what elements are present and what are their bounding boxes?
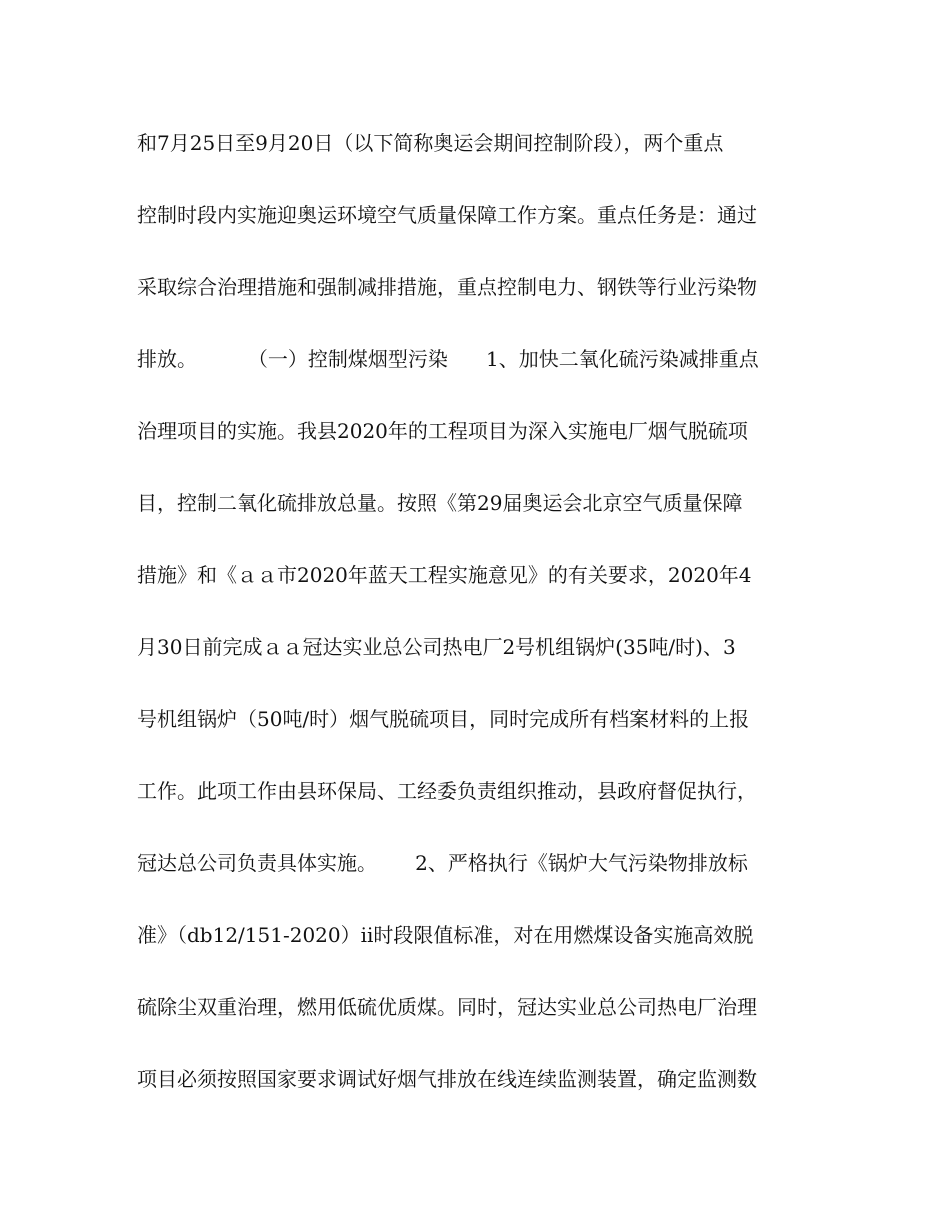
text-line: 采取综合治理措施和强制减排措施，重点控制电力、钢铁等行业污染物 [137,275,757,299]
text-line: 措施》和《ａａ市2020年蓝天工程实施意见》的有关要求，2020年4 [137,563,752,587]
text-line: 硫除尘双重治理，燃用低硫优质煤。同时，冠达实业总公司热电厂治理 [137,995,757,1019]
text-line: 和7月25日至9月20日（以下简称奥运会期间控制阶段），两个重点 [137,131,724,155]
text-line: 控制时段内实施迎奥运环境空气质量保障工作方案。重点任务是：通过 [137,203,757,227]
text-line: 排放。 （一）控制煤烟型污染 1、加快二氧化硫污染减排重点 [137,347,759,371]
text-line: 目，控制二氧化硫排放总量。按照《第29届奥运会北京空气质量保障 [137,491,743,515]
text-line: 冠达总公司负责具体实施。 2、严格执行《锅炉大气污染物排放标 [137,851,748,875]
text-line: 号机组锅炉（50吨/时）烟气脱硫项目，同时完成所有档案材料的上报 [137,707,750,731]
text-line: 准》（db12/151-2020）ii时段限值标准，对在用燃煤设备实施高效脱 [137,923,754,947]
text-line: 工作。此项工作由县环保局、工经委负责组织推动，县政府督促执行， [137,779,757,803]
text-line: 月30日前完成ａａ冠达实业总公司热电厂2号机组锅炉(35吨/时)、3 [137,635,736,659]
text-line: 治理项目的实施。我县2020年的工程项目为深入实施电厂烟气脱硫项 [137,419,748,443]
text-line: 项目必须按照国家要求调试好烟气排放在线连续监测装置，确定监测数 [137,1067,757,1091]
